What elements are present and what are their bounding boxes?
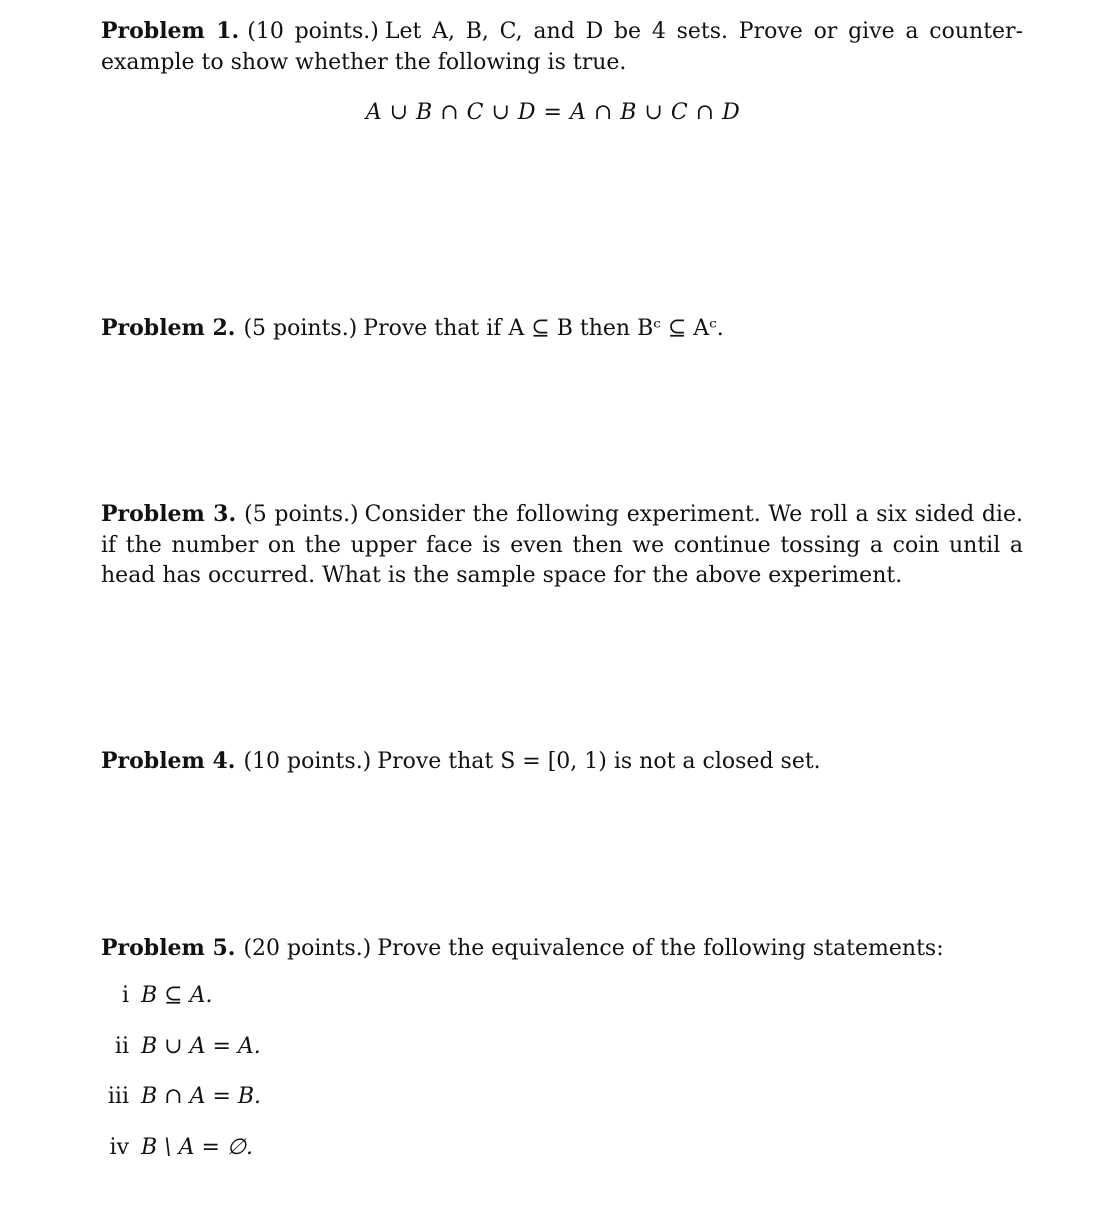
problem-1-equation: A ∪ B ∩ C ∪ D = A ∩ B ∪ C ∩ D — [365, 100, 741, 125]
problem-2-text: Prove that if A ⊆ B then Bᶜ ⊆ Aᶜ. — [363, 316, 724, 341]
list-item-number: iii — [107, 1084, 129, 1109]
problem-2-title: Problem 2. — [101, 315, 236, 341]
problem-5 — [101, 933, 1023, 965]
problem-1-title: Problem 1. — [101, 18, 240, 44]
list-item-statement: B ∪ A = A. — [141, 1034, 261, 1059]
list-item — [101, 1135, 253, 1160]
problem-4-title: Problem 4. — [101, 748, 236, 774]
problem-2 — [101, 313, 1023, 345]
list-item-number: i — [121, 983, 129, 1008]
problem-3-points: (5 points.) — [244, 502, 359, 527]
list-item — [101, 1034, 261, 1059]
problem-4-text: Prove that S = [0, 1) is not a closed set. — [377, 749, 821, 774]
list-item-number: iv — [109, 1135, 129, 1160]
list-item — [101, 1084, 261, 1109]
problem-3-title: Problem 3. — [101, 501, 237, 527]
list-item-statement: B \ A = ∅. — [141, 1135, 254, 1160]
problem-5-points: (20 points.) — [243, 936, 372, 961]
problem-1 — [101, 16, 1023, 78]
problem-5-text: Prove the equivalence of the following statements: — [377, 936, 944, 961]
problem-4-points: (10 points.) — [243, 749, 372, 774]
list-item-statement: B ⊆ A. — [141, 983, 213, 1008]
problem-1-points: (10 points.) — [247, 19, 379, 44]
problem-3-text: Consider the following experiment. We roll a six sided die. if the number on the upper face is even then we continue tossing a coin until a head has occurred. What is the sample space for the above experiment. — [101, 502, 1023, 588]
problem-1-text: Let A, B, C, and D be 4 sets. Prove or give a counter-example to show whether the following is true. — [101, 19, 1024, 75]
list-item-statement: B ∩ A = B. — [141, 1084, 262, 1109]
problem-3 — [101, 499, 1023, 592]
problem-2-points: (5 points.) — [243, 316, 358, 341]
problem-5-title: Problem 5. — [101, 935, 236, 961]
list-item — [101, 983, 212, 1008]
problem-4 — [101, 746, 1023, 778]
list-item-number: ii — [114, 1034, 129, 1059]
